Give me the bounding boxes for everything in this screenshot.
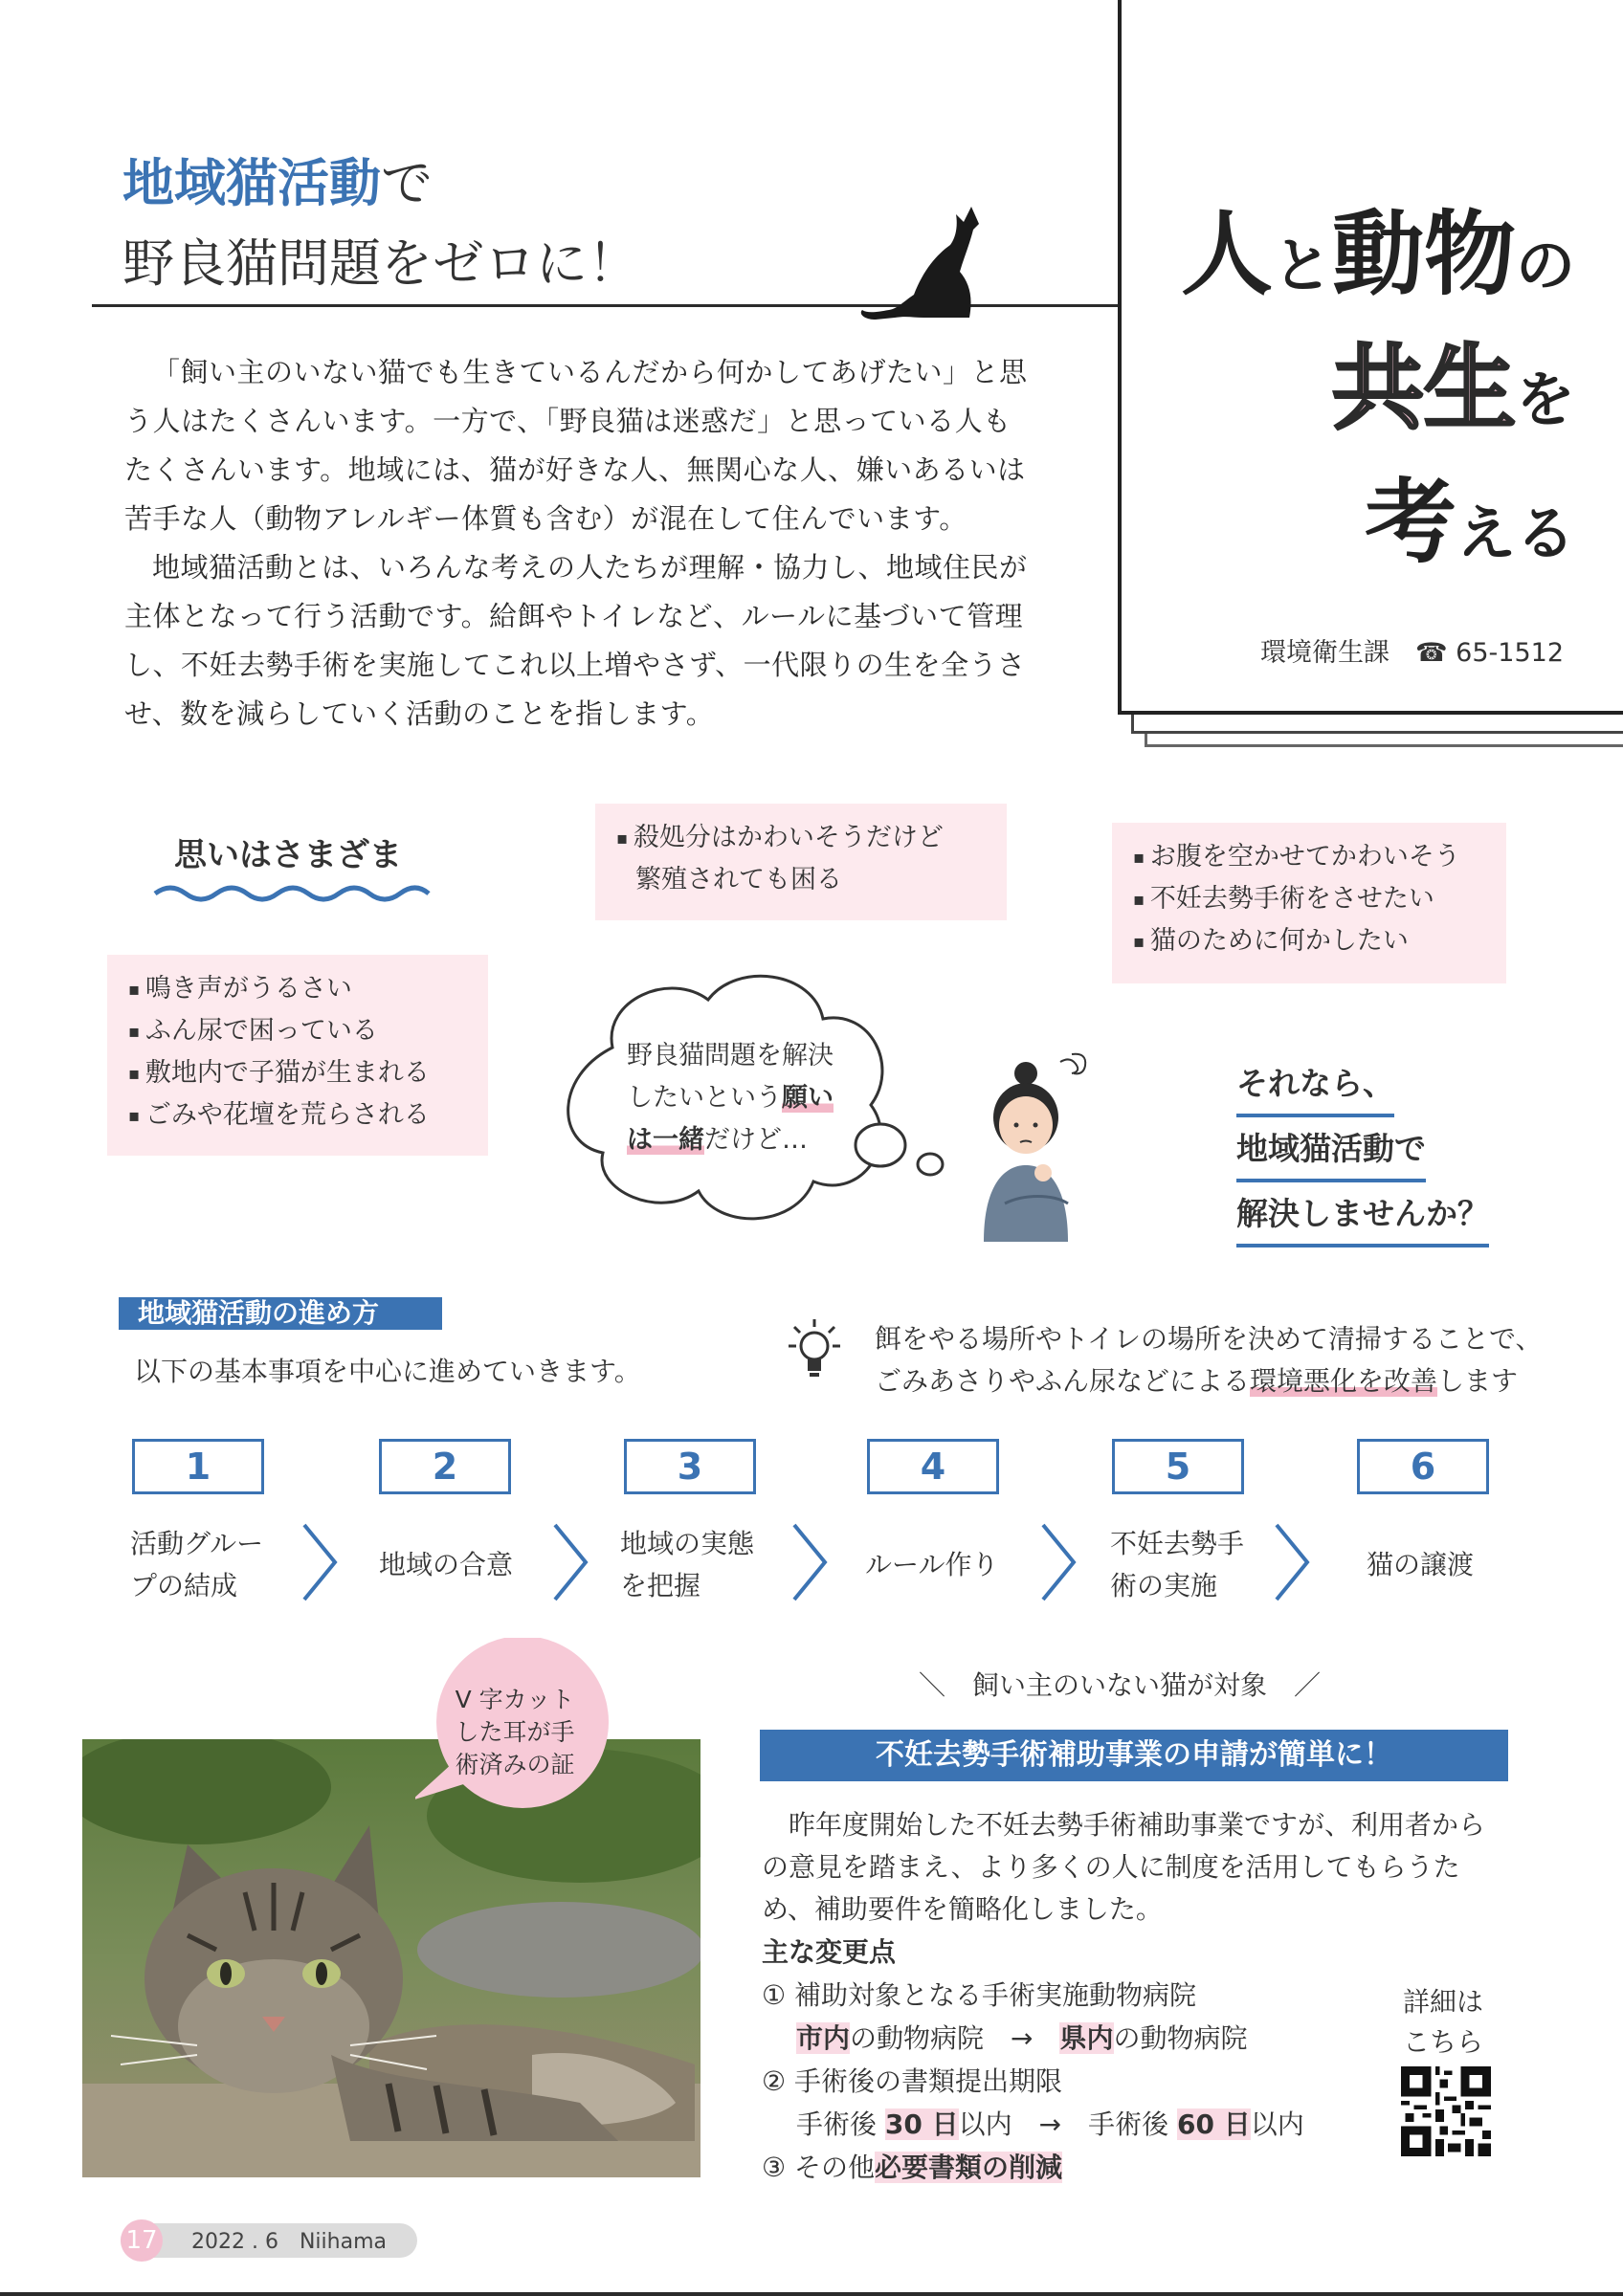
detail-line-1: 詳細は — [1403, 1986, 1484, 2018]
cloud-line-3 — [627, 1119, 866, 1161]
step-5-label-line-2: 術の実施 — [1110, 1570, 1218, 1601]
chevron-right-icon — [1039, 1523, 1078, 1601]
title-line-1 — [1181, 182, 1575, 313]
tip-line-2a: ごみあさりやふん尿などによる — [875, 1365, 1251, 1397]
chevron-right-icon — [790, 1523, 829, 1601]
proposal-line-1: それなら、 — [1236, 1056, 1394, 1117]
bottom-rule — [0, 2292, 1623, 2296]
proposal-text — [1236, 1056, 1489, 1251]
intro-text — [124, 348, 1034, 739]
opinions-heading: 思いはさまざま — [174, 836, 402, 874]
change-2-to-highlight: 60 日 — [1177, 2108, 1251, 2140]
tip-line-1: 餌をやる場所やトイレの場所を決めて清掃することで、 — [875, 1323, 1543, 1355]
title-word-ru: る — [1515, 498, 1575, 568]
title-word-kangae: 考 — [1364, 469, 1456, 576]
step-4-number: 4 — [867, 1439, 999, 1494]
target-note: ＼ 飼い主のいない猫が対象 ／ — [919, 1669, 1322, 1701]
proposal-line-2: 地域猫活動で — [1236, 1121, 1426, 1182]
change-1-from-highlight: 市内 — [796, 2022, 851, 2054]
title-word-e: え — [1456, 498, 1516, 568]
step-6-number: 6 — [1357, 1439, 1489, 1494]
step-1-label-line-1: 活動グルー — [130, 1528, 264, 1559]
step-1-label — [130, 1523, 263, 1607]
chevron-right-icon — [551, 1523, 589, 1601]
opinion-item: ▪ お腹を空かせてかわいそう — [1133, 836, 1485, 878]
change-3-highlight: 必要書類の削減 — [875, 2152, 1063, 2183]
title-word-wo: を — [1515, 364, 1575, 434]
page-number: 17 — [121, 2219, 163, 2262]
change-2-a: 手術後 — [796, 2108, 885, 2140]
change-1-title: ① 補助対象となる手術実施動物病院 — [762, 1979, 1197, 2011]
phone-number: ☎ 65-1512 — [1414, 638, 1564, 668]
steps-section-label: 地域猫活動の進め方 — [119, 1297, 442, 1330]
bubble-line-1: V 字カット — [455, 1686, 575, 1713]
tip-highlight: 環境悪化を改善 — [1250, 1365, 1438, 1397]
steps-section-subtitle: 以下の基本事項を中心に進めていきます。 — [134, 1356, 641, 1387]
opinion-item: ▪ 猫のために何かしたい — [1133, 920, 1485, 962]
change-1-to-highlight: 県内 — [1059, 2022, 1114, 2054]
proposal-line-3: 解決しませんか？ — [1236, 1186, 1489, 1247]
bubble-line-3: 術済みの証 — [455, 1751, 575, 1778]
title-line-2 — [1332, 316, 1575, 447]
step-2-label: 地域の合意 — [379, 1549, 514, 1580]
step-5-number: 5 — [1112, 1439, 1244, 1494]
cloud-line-3b: だけど… — [704, 1125, 808, 1155]
step-5-label-line-1: 不妊去勢手 — [1110, 1528, 1245, 1559]
title-word-hito: 人 — [1180, 201, 1273, 308]
subsidy-body: 昨年度開始した不妊去勢手術補助事業ですが、利用者からの意見を踏まえ、より多くの人に制度を活用してもらうため、補助要件を簡略化しました。 — [762, 1809, 1486, 1925]
step-1-number: 1 — [132, 1439, 264, 1494]
step-6-label: 猫の譲渡 — [1367, 1549, 1475, 1580]
step-3-label-line-2: を把握 — [620, 1570, 701, 1601]
opinion-item: 繁殖されても困る — [635, 865, 842, 894]
change-1-detail — [762, 2017, 1336, 2060]
change-2-c: 以内 — [1250, 2108, 1304, 2140]
change-1-to: の動物病院 — [1113, 2022, 1248, 2054]
opinion-box-3 — [107, 955, 488, 1156]
chevron-right-icon — [1273, 1523, 1311, 1601]
title-word-no: の — [1515, 231, 1575, 300]
opinion-item: ▪ 殺処分はかわいそうだけど — [616, 817, 986, 859]
intro-paragraph-1: 「飼い主のいない猫でも生きているんだから何かしてあげたい」と思う人はたくさんいます。一方で、「野良猫は迷惑だ」と思っている人もたくさんいます。地域には、猫が好きな人、無関心な人、嫌いあるいは苦手な人（動物アレルギー体質も含む）が混在して住んでいます。 — [124, 356, 1028, 535]
change-3 — [762, 2146, 1336, 2189]
cloud-line-2a: したいという — [627, 1083, 782, 1113]
tip-text — [875, 1318, 1545, 1402]
step-1-label-line-2: プの結成 — [130, 1570, 238, 1601]
cat-silhouette-icon — [856, 203, 990, 322]
headline-suffix: で — [381, 153, 433, 213]
opinion-item: ▪ 敷地内で子猫が生まれる — [128, 1052, 467, 1094]
cloud-line-2 — [627, 1077, 866, 1119]
intro-paragraph-2: 地域猫活動とは、いろんな考えの人たちが理解・協力し、地域住民が主体となって行う活動です。給餌やトイレなど、ルールに基づいて管理し、不妊去勢手術を実施してこれ以上増やさず、一代限りの生を全うさせ、数を減らしていく活動のことを指します。 — [124, 551, 1028, 730]
tip-line-2 — [875, 1360, 1545, 1402]
detail-link-text — [1403, 1982, 1483, 2063]
bubble-line-2: した耳が手 — [455, 1718, 575, 1746]
detail-line-2: こちら — [1403, 2026, 1484, 2058]
headline — [122, 144, 639, 304]
step-4-label: ルール作り — [865, 1549, 999, 1580]
change-2-detail — [762, 2103, 1336, 2146]
opinion-item: ▪ 鳴き声がうるさい — [128, 968, 467, 1010]
change-3-title: ③ その他 — [762, 2152, 876, 2183]
cloud-line-1: 野良猫問題を解決 — [627, 1041, 834, 1071]
change-1-from: の動物病院 → — [850, 2022, 1060, 2054]
department-contact — [1260, 631, 1564, 669]
step-3-number: 3 — [624, 1439, 756, 1494]
title-word-kyousei: 共生 — [1331, 335, 1516, 442]
step-3-label-line-1: 地域の実態 — [620, 1528, 755, 1559]
cloud-highlight-issho: は一緒 — [627, 1125, 704, 1155]
step-3-label — [620, 1523, 754, 1607]
change-2-from-highlight: 30 日 — [884, 2108, 959, 2140]
opinion-box-2 — [1112, 823, 1506, 983]
issue-label: 2022 . 6 Niihama — [191, 2230, 387, 2254]
changes-list — [762, 1931, 1336, 2189]
change-2-b: 以内 → 手術後 — [958, 2108, 1177, 2140]
headline-line2: 野良猫問題をゼロに！ — [122, 233, 639, 294]
subsidy-banner: 不妊去勢手術補助事業の申請が簡単に！ — [760, 1730, 1508, 1781]
step-2-number: 2 — [379, 1439, 511, 1494]
headline-highlight: 地域猫活動 — [122, 153, 381, 213]
opinion-box-1 — [595, 804, 1007, 920]
department-name: 環境衛生課 — [1259, 638, 1390, 668]
wave-underline-icon — [153, 880, 431, 905]
speech-bubble-text — [438, 1684, 591, 1781]
title-line-3 — [1365, 450, 1575, 581]
title-word-doubutsu: 動物 — [1331, 201, 1516, 308]
opinion-item: ▪ ふん尿で困っている — [128, 1010, 467, 1052]
qr-code-icon[interactable] — [1401, 2066, 1491, 2156]
opinion-item: ▪ 不妊去勢手術をさせたい — [1133, 878, 1485, 920]
title-word-to: と — [1272, 231, 1332, 300]
lightbulb-icon — [783, 1315, 846, 1390]
opinion-item: ▪ ごみや花壇を荒らされる — [128, 1094, 467, 1137]
thinking-woman-icon — [976, 1050, 1120, 1242]
changes-heading: 主な変更点 — [762, 1936, 897, 1968]
cloud-highlight-negai: 願い — [782, 1083, 834, 1113]
change-2-title: ② 手術後の書類提出期限 — [762, 2065, 1063, 2097]
step-5-label — [1110, 1523, 1244, 1607]
chevron-right-icon — [300, 1523, 339, 1601]
tip-line-2c: します — [1437, 1365, 1519, 1397]
thought-cloud-text — [627, 1035, 866, 1161]
